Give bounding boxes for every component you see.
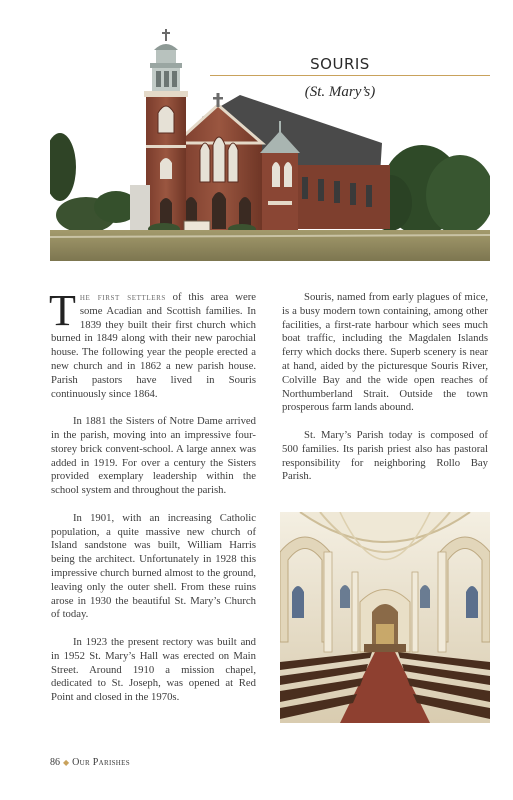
- paragraph-text: of this area were some Acadian and Scottish families. In 1839 they built their first church which burned in 1849 along with their new parochial house. The following year the people erected a new church and in 1862 a new parish house. Parish pastors have lived in Souris continuously since 1864.: [51, 291, 256, 400]
- page-number: 86: [50, 757, 60, 768]
- right-text-column: [282, 291, 488, 498]
- page-footer: [50, 757, 130, 768]
- lead-in-smallcaps: he first settlers: [79, 292, 166, 303]
- paragraph: In 1901, with an increasing Catholic population, a quite massive new church of Island sandstone was built, William Harris being the architect. Unfortunately in 1928 this impressive church burned almost to the ground, leaving only the outer shell. From these ruins arose in 1930 the beautiful St. Mary’s Church of today.: [51, 511, 256, 621]
- page-title: SOURIS: [310, 55, 370, 73]
- paragraph: Souris, named from early plagues of mice, is a busy modern town containing, among other facilities, a first-rate harbour which sees much boat traffic, including the Magdalen Islands ferry which docks there. Superb scenery is near at hand, aided by the picturesque Souris River, Colville Bay and the wide open reaches of Northumberland Strait. Outside the town prosperous farm lands abound.: [282, 291, 488, 414]
- paragraph: In 1923 the present rectory was built and in 1952 St. Mary’s Hall was erected on Main Street. Around 1910 a mission chapel, dedicated to St. Joseph, was opened at Red Point and closed in the 1970s.: [51, 635, 256, 704]
- title-divider: [210, 75, 490, 76]
- diamond-icon: ◆: [63, 758, 70, 767]
- left-text-column: [49, 286, 256, 719]
- drop-cap: T: [49, 286, 76, 335]
- page-subtitle: (St. Mary’s): [304, 84, 376, 100]
- paragraph: St. Mary’s Parish today is composed of 500 families. Its parish priest also has pastoral responsibility for neighboring Rollo Bay Parish.: [282, 428, 488, 483]
- paragraph: [49, 286, 256, 401]
- paragraph: In 1881 the Sisters of Notre Dame arrived in the parish, moving into an impressive four-storey brick convent-school. A large annex was added in 1919. For over a century the Sisters provided exemplary leadership within the school system and throughout the parish.: [51, 415, 256, 497]
- section-name: Our Parishes: [72, 757, 130, 768]
- church-interior-photo: [280, 512, 490, 723]
